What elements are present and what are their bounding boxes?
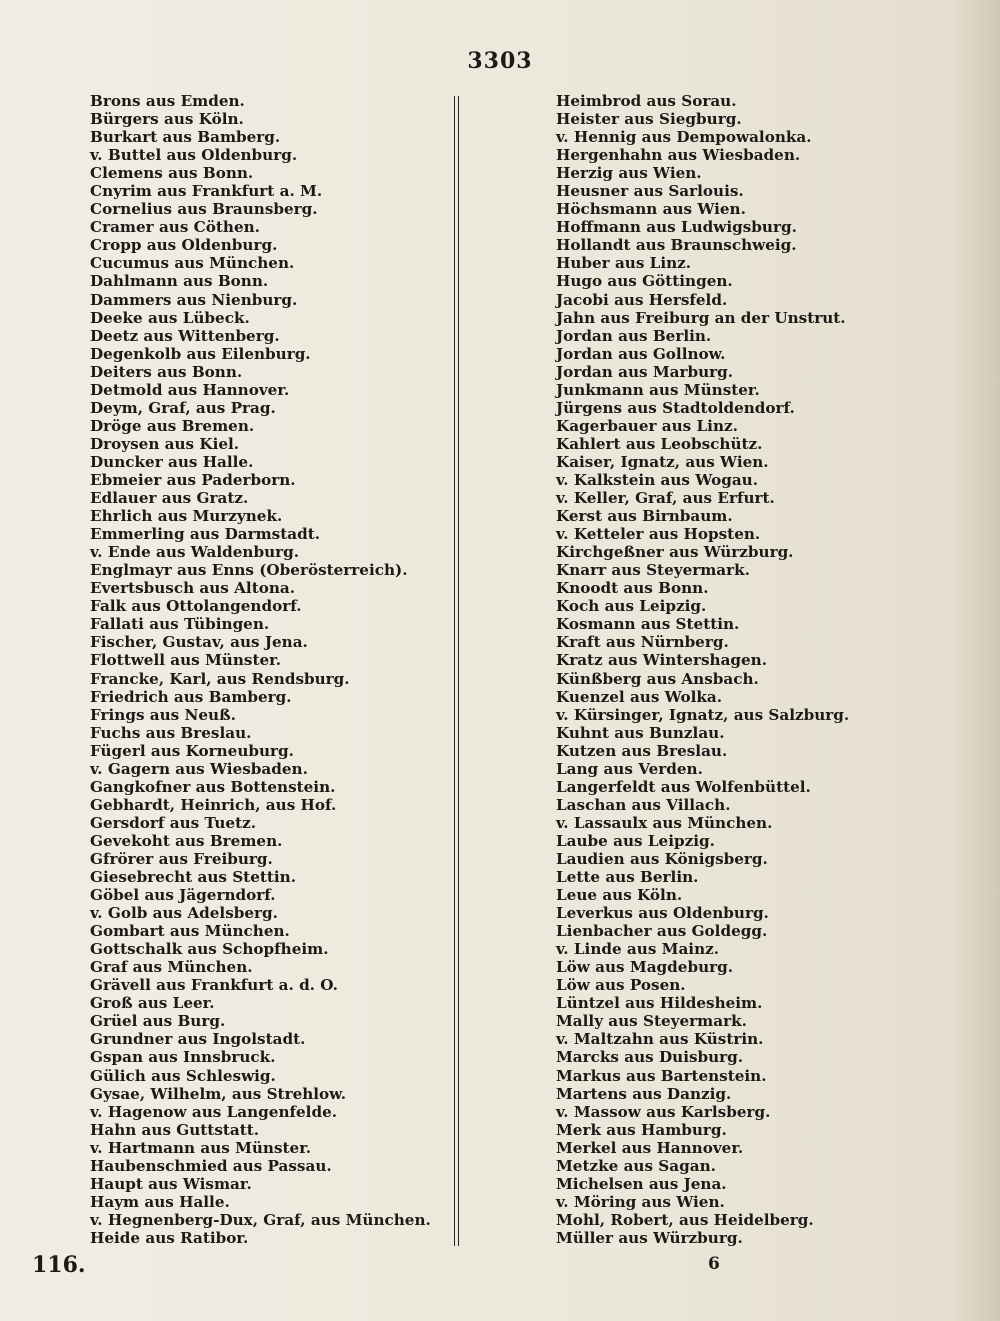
name-entry: Kosmann aus Stettin.: [556, 615, 740, 634]
name-entry: Haupt aus Wismar.: [90, 1174, 252, 1193]
name-entry: Huber aus Linz.: [556, 254, 692, 273]
name-entry: Höchsmann aus Wien.: [556, 200, 746, 219]
name-entry: Kaiser, Ignatz, aus Wien.: [556, 452, 769, 471]
name-entry: Heimbrod aus Sorau.: [556, 92, 737, 110]
name-entry: Clemens aus Bonn.: [90, 164, 254, 183]
name-entry: Mally aus Steyermark.: [556, 1012, 747, 1031]
name-entry: Droysen aus Kiel.: [90, 434, 240, 453]
name-entry: Giesebrecht aus Stettin.: [90, 868, 296, 887]
name-entry: Detmold aus Hannover.: [90, 380, 290, 399]
name-entry: Kraft aus Nürnberg.: [556, 633, 729, 652]
name-entry: Fuchs aus Breslau.: [90, 723, 252, 742]
name-entry: Dröge aus Bremen.: [90, 416, 255, 435]
left-column: [90, 92, 440, 1247]
name-entry: v. Kalkstein aus Wogau.: [556, 470, 758, 489]
name-entry: Laschan aus Villach.: [556, 795, 731, 814]
name-entry: Gülich aus Schleswig.: [90, 1066, 276, 1085]
name-entry: Cornelius aus Braunsberg.: [90, 200, 318, 219]
name-entry: Knarr aus Steyermark.: [556, 561, 750, 580]
name-entry: Hahn aus Guttstatt.: [90, 1120, 260, 1139]
name-entry: Michelsen aus Jena.: [556, 1174, 727, 1193]
name-entry: Jordan aus Berlin.: [556, 326, 712, 345]
name-entry: Grävell aus Frankfurt a. d. O.: [90, 976, 338, 995]
name-entry: Emmerling aus Darmstadt.: [90, 525, 321, 544]
name-entry: Deeke aus Lübeck.: [90, 308, 250, 327]
name-entry: Gebhardt, Heinrich, aus Hof.: [90, 795, 337, 814]
name-entry: Fischer, Gustav, aus Jena.: [90, 633, 308, 652]
name-entry: Lette aus Berlin.: [556, 868, 699, 887]
name-entry: Gevekoht aus Bremen.: [90, 831, 283, 850]
name-entry: v. Ketteler aus Hopsten.: [556, 525, 761, 544]
name-entry: Ehrlich aus Murzynek.: [90, 507, 283, 526]
right-column: [556, 92, 906, 1247]
name-entry: Löw aus Posen.: [556, 976, 686, 995]
name-entry: Heide aus Ratibor.: [90, 1228, 249, 1247]
name-entry: Frings aus Neuß.: [90, 705, 236, 724]
name-entry: Kuhnt aus Bunzlau.: [556, 723, 725, 742]
name-entry: Kahlert aus Leobschütz.: [556, 434, 763, 453]
name-entry: Dammers aus Nienburg.: [90, 290, 298, 309]
name-entry: Ebmeier aus Paderborn.: [90, 470, 296, 489]
name-entry: Evertsbusch aus Altona.: [90, 579, 296, 598]
name-entry: Cnyrim aus Frankfurt a. M.: [90, 182, 323, 201]
name-entry: Lang aus Verden.: [556, 759, 703, 778]
name-entry: Markus aus Bartenstein.: [556, 1066, 767, 1085]
name-entry: Brons aus Emden.: [90, 92, 245, 110]
name-entry: v. Hennig aus Dempowalonka.: [556, 128, 812, 147]
name-entry: Duncker aus Halle.: [90, 452, 254, 471]
name-entry: Jacobi aus Hersfeld.: [556, 290, 728, 309]
name-entry: Jürgens aus Stadtoldendorf.: [556, 398, 795, 417]
page-number: 3303: [467, 48, 533, 74]
name-entry: Kuenzel aus Wolka.: [556, 687, 723, 706]
name-entry: Deetz aus Wittenberg.: [90, 326, 280, 345]
name-entry: v. Buttel aus Oldenburg.: [90, 146, 298, 165]
name-entry: Merkel aus Hannover.: [556, 1138, 744, 1157]
name-entry: v. Linde aus Mainz.: [556, 940, 720, 959]
sheet-mark: 6: [708, 1254, 720, 1274]
name-entry: Lüntzel aus Hildesheim.: [556, 994, 763, 1013]
name-entry: Leverkus aus Oldenburg.: [556, 904, 769, 923]
name-entry: v. Lassaulx aus München.: [556, 813, 773, 832]
name-entry: Heusner aus Sarlouis.: [556, 182, 744, 201]
name-entry: v. Hegnenberg-Dux, Graf, aus München.: [90, 1210, 431, 1229]
name-entry: Kerst aus Birnbaum.: [556, 507, 733, 526]
name-entry: Lienbacher aus Goldegg.: [556, 922, 768, 941]
name-entry: Gangkofner aus Bottenstein.: [90, 777, 336, 796]
name-entry: Löw aus Magdeburg.: [556, 958, 734, 977]
name-entry: Jordan aus Marburg.: [556, 362, 734, 381]
name-entry: v. Gagern aus Wiesbaden.: [90, 759, 308, 778]
name-entry: Hoffmann aus Ludwigsburg.: [556, 218, 797, 237]
name-entry: v. Massow aus Karlsberg.: [556, 1102, 771, 1121]
name-entry: v. Golb aus Adelsberg.: [90, 904, 278, 923]
name-entry: Merk aus Hamburg.: [556, 1120, 727, 1139]
name-entry: Dahlmann aus Bonn.: [90, 272, 269, 291]
name-entry: v. Möring aus Wien.: [556, 1192, 725, 1211]
name-entry: Gfrörer aus Freiburg.: [90, 849, 273, 868]
name-entry: Hollandt aus Braunschweig.: [556, 236, 797, 255]
name-entry: Cropp aus Oldenburg.: [90, 236, 278, 255]
name-entry: Langerfeldt aus Wolfenbüttel.: [556, 777, 811, 796]
name-entry: v. Hagenow aus Langenfelde.: [90, 1102, 338, 1121]
name-entry: Kagerbauer aus Linz.: [556, 416, 738, 435]
name-entry: Laudien aus Königsberg.: [556, 849, 768, 868]
name-entry: Laube aus Leipzig.: [556, 831, 715, 850]
name-entry: Burkart aus Bamberg.: [90, 128, 281, 147]
name-entry: Jordan aus Gollnow.: [556, 344, 726, 363]
name-entry: Gottschalk aus Schopfheim.: [90, 940, 329, 959]
name-entry: Flottwell aus Münster.: [90, 651, 282, 670]
name-entry: Grüel aus Burg.: [90, 1012, 226, 1031]
page-edge-shadow: [950, 0, 1000, 1321]
name-entry: Gombart aus München.: [90, 922, 290, 941]
name-entry: Degenkolb aus Eilenburg.: [90, 344, 311, 363]
column-divider: [454, 96, 460, 1246]
name-entry: Knoodt aus Bonn.: [556, 579, 709, 598]
name-entry: Jahn aus Freiburg an der Unstrut.: [556, 308, 846, 327]
name-entry: Groß aus Leer.: [90, 994, 215, 1013]
name-entry: Cramer aus Cöthen.: [90, 218, 260, 237]
name-entry: Deiters aus Bonn.: [90, 362, 243, 381]
name-entry: Herzig aus Wien.: [556, 164, 702, 183]
name-entry: Falk aus Ottolangendorf.: [90, 597, 302, 616]
name-entry: Grundner aus Ingolstadt.: [90, 1030, 306, 1049]
name-entry: Hugo aus Göttingen.: [556, 272, 733, 291]
name-entry: Junkmann aus Münster.: [556, 380, 760, 399]
name-entry: v. Maltzahn aus Küstrin.: [556, 1030, 764, 1049]
name-entry: Deym, Graf, aus Prag.: [90, 398, 276, 417]
name-entry: Haubenschmied aus Passau.: [90, 1156, 332, 1175]
name-entry: Martens aus Danzig.: [556, 1084, 732, 1103]
name-entry: Kirchgeßner aus Würzburg.: [556, 543, 794, 562]
name-entry: Bürgers aus Köln.: [90, 110, 244, 129]
name-entry: Göbel aus Jägerndorf.: [90, 886, 276, 905]
name-entry: v. Keller, Graf, aus Erfurt.: [556, 489, 775, 508]
name-entry: Fügerl aus Korneuburg.: [90, 741, 294, 760]
name-entry: Müller aus Würzburg.: [556, 1228, 743, 1247]
name-entry: Gysae, Wilhelm, aus Strehlow.: [90, 1084, 347, 1103]
name-entry: v. Ende aus Waldenburg.: [90, 543, 300, 562]
name-entry: Francke, Karl, aus Rendsburg.: [90, 669, 350, 688]
name-entry: Englmayr aus Enns (Oberösterreich).: [90, 561, 408, 580]
name-entry: Edlauer aus Gratz.: [90, 489, 249, 508]
name-entry: v. Hartmann aus Münster.: [90, 1138, 312, 1157]
name-entry: Marcks aus Duisburg.: [556, 1048, 744, 1067]
name-entry: Heister aus Siegburg.: [556, 110, 742, 129]
name-entry: Fallati aus Tübingen.: [90, 615, 270, 634]
name-entry: Koch aus Leipzig.: [556, 597, 707, 616]
name-entry: Kutzen aus Breslau.: [556, 741, 728, 760]
name-entry: Gspan aus Innsbruck.: [90, 1048, 276, 1067]
name-entry: Graf aus München.: [90, 958, 253, 977]
signature-mark: 116.: [32, 1252, 86, 1278]
name-entry: Mohl, Robert, aus Heidelberg.: [556, 1210, 814, 1229]
name-entry: Cucumus aus München.: [90, 254, 295, 273]
name-entry: Künßberg aus Ansbach.: [556, 669, 759, 688]
name-entry: Kratz aus Wintershagen.: [556, 651, 768, 670]
name-entry: v. Kürsinger, Ignatz, aus Salzburg.: [556, 705, 850, 724]
name-entry: Leue aus Köln.: [556, 886, 683, 905]
name-entry: Hergenhahn aus Wiesbaden.: [556, 146, 801, 165]
name-entry: Friedrich aus Bamberg.: [90, 687, 292, 706]
name-entry: Haym aus Halle.: [90, 1192, 230, 1211]
name-entry: Metzke aus Sagan.: [556, 1156, 716, 1175]
name-entry: Gersdorf aus Tuetz.: [90, 813, 257, 832]
